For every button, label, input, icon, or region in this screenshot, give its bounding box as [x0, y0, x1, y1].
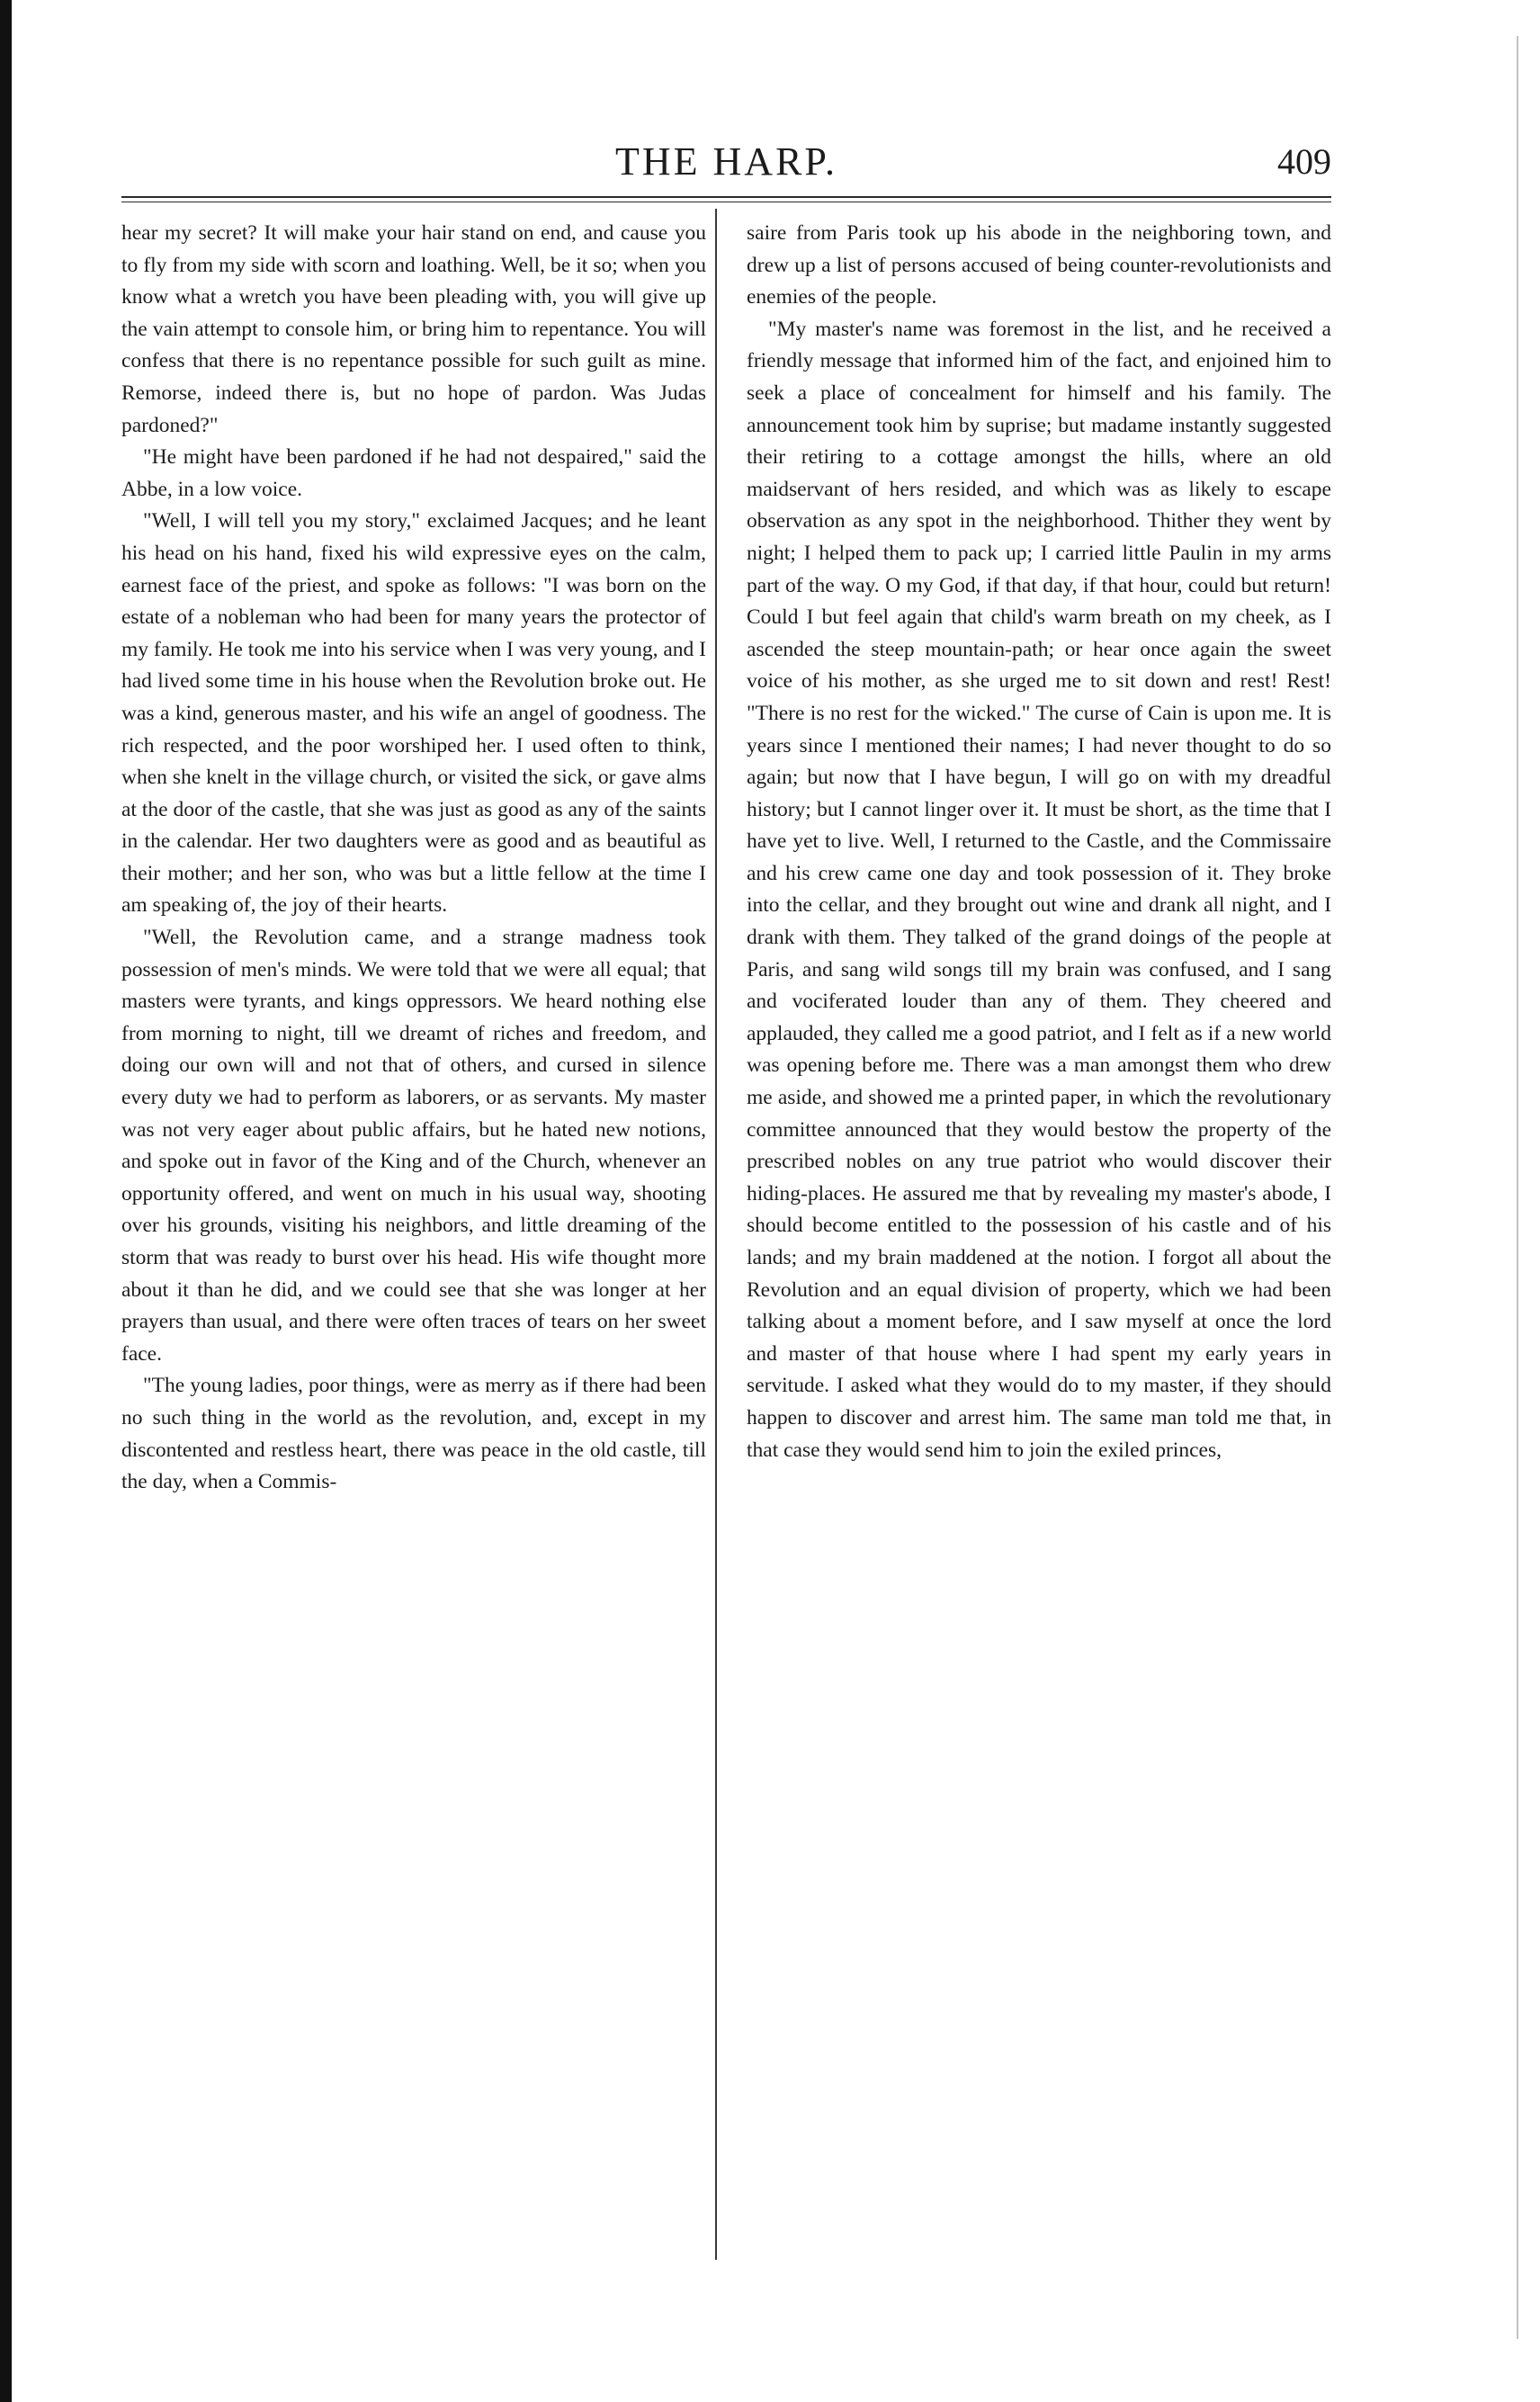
- header-rule: [121, 196, 1331, 198]
- page-number: 409: [1277, 141, 1331, 182]
- column-divider: [715, 209, 717, 2260]
- page-right-edge: [1517, 36, 1518, 2339]
- paragraph: "Well, I will tell you my story," exclaimed Jacques; and he leant his head on his hand, fixed his wild expressive eyes on the calm, earnest face of the priest, and spoke as follows: "I was born on the estate of a nobleman who had been for many years the protector of my family. He took me into his service when I was very young, and I had lived some time in his house when the Revolution broke out. He was a kind, generous master, and his wife an angel of goodness. The rich respected, and the poor worshiped her. I used often to think, when she knelt in the village church, or visited the sick, or gave alms at the door of the castle, that she was just as good as any of the saints in the calendar. Her two daughters were as good and as beautiful as their mother; and her son, who was but a little fellow at the time I am speaking of, the joy of their hearts.: [121, 509, 706, 918]
- paragraph: "Well, the Revolution came, and a strange madness took possession of men's minds. We were told that we were all equal; that masters were tyrants, and kings oppressors. We heard nothing else from morning to night, till we dreamt of riches and freedom, and doing our own will and not that of others, and cursed in silence every duty we had to perform as laborers, or as servants. My master was not very eager about public affairs, but he hated new notions, and spoke out in favor of the King and of the Church, whenever an opportunity offered, and went on much in his usual way, shooting over his grounds, visiting his neighbors, and little dreaming of the storm that was ready to burst over his head. His wife thought more about it than he did, and we could see that she was longer at her prayers than usual, and there were often traces of tears on her sweet face.: [121, 926, 706, 1366]
- paragraph: hear my secret? It will make your hair stand on end, and cause you to fly from my side with scorn and loathing. Well, be it so; when you know what a wretch you have been pleading with, you will give up the vain attempt to console him, or bring him to repentance. You will confess that there is no repentance possible for such guilt as mine. Remorse, indeed there is, but no hope of pardon. Was Judas pardoned?": [121, 221, 706, 437]
- page-title: THE HARP.: [614, 139, 838, 184]
- page-binding-edge: [0, 0, 12, 2402]
- right-column: [747, 218, 1331, 1466]
- paragraph: "He might have been pardoned if he had not despaired," said the Abbe, in a low voice.: [121, 445, 706, 501]
- paragraph: saire from Paris took up his abode in the neighboring town, and drew up a list of persons accused of being counter-revolutionists and enemies of the people.: [747, 221, 1331, 309]
- page-header: [121, 135, 1331, 189]
- paragraph: "The young ladies, poor things, were as merry as if there had been no such thing in the world as the revolution, and, except in my discontented and restless heart, there was peace in the old castle, till the day, when a Commis-: [121, 1374, 706, 1494]
- paragraph: "My master's name was foremost in the list, and he received a friendly message that informed him of the fact, and enjoined him to seek a place of concealment for himself and his family. The announcement took him by suprise; but madame instantly suggested their retiring to a cottage amongst the hills, where an old maidservant of hers resided, and which was as likely to escape observation as any spot in the neighborhood. Thither they went by night; I helped them to pack up; I carried little Paulin in my arms part of the way. O my God, if that day, if that hour, could but return! Could I but feel again that child's warm breath on my cheek, as I ascended the steep mountain-path; or hear once again the sweet voice of his mother, as she urged me to sit down and rest! Rest! "There is no rest for the wicked." The curse of Cain is upon me. It is years since I mentioned their names; I had never thought to do so again; but now that I have begun, I will go on with my dreadful history; but I cannot linger over it. It must be short, as the time that I have yet to live. Well, I returned to the Castle, and the Commissaire and his crew came one day and took possession of it. They broke into the cellar, and they brought out wine and drank all night, and I drank with them. They talked of the grand doings of the people at Paris, and sang wild songs till my brain was confused, and I sang and vociferated louder than any of them. They cheered and applauded, they called me a good patriot, and I felt as if a new world was opening before me. There was a man amongst them who drew me aside, and showed me a printed paper, in which the revolutionary committee announced that they would bestow the property of the prescribed nobles on any true patriot who would discover their hiding-places. He assured me that by revealing my master's abode, I should become entitled to the possession of his castle and of his lands; and my brain maddened at the notion. I forgot all about the Revolution and an equal division of property, which we had been talking about a moment before, and I saw myself at once the lord and master of that house where I had spent my early years in servitude. I asked what they would do to my master, if they should happen to discover and arrest him. The same man told me that, in that case they would send him to join the exiled princes,: [747, 317, 1331, 1462]
- left-column: [121, 218, 706, 1499]
